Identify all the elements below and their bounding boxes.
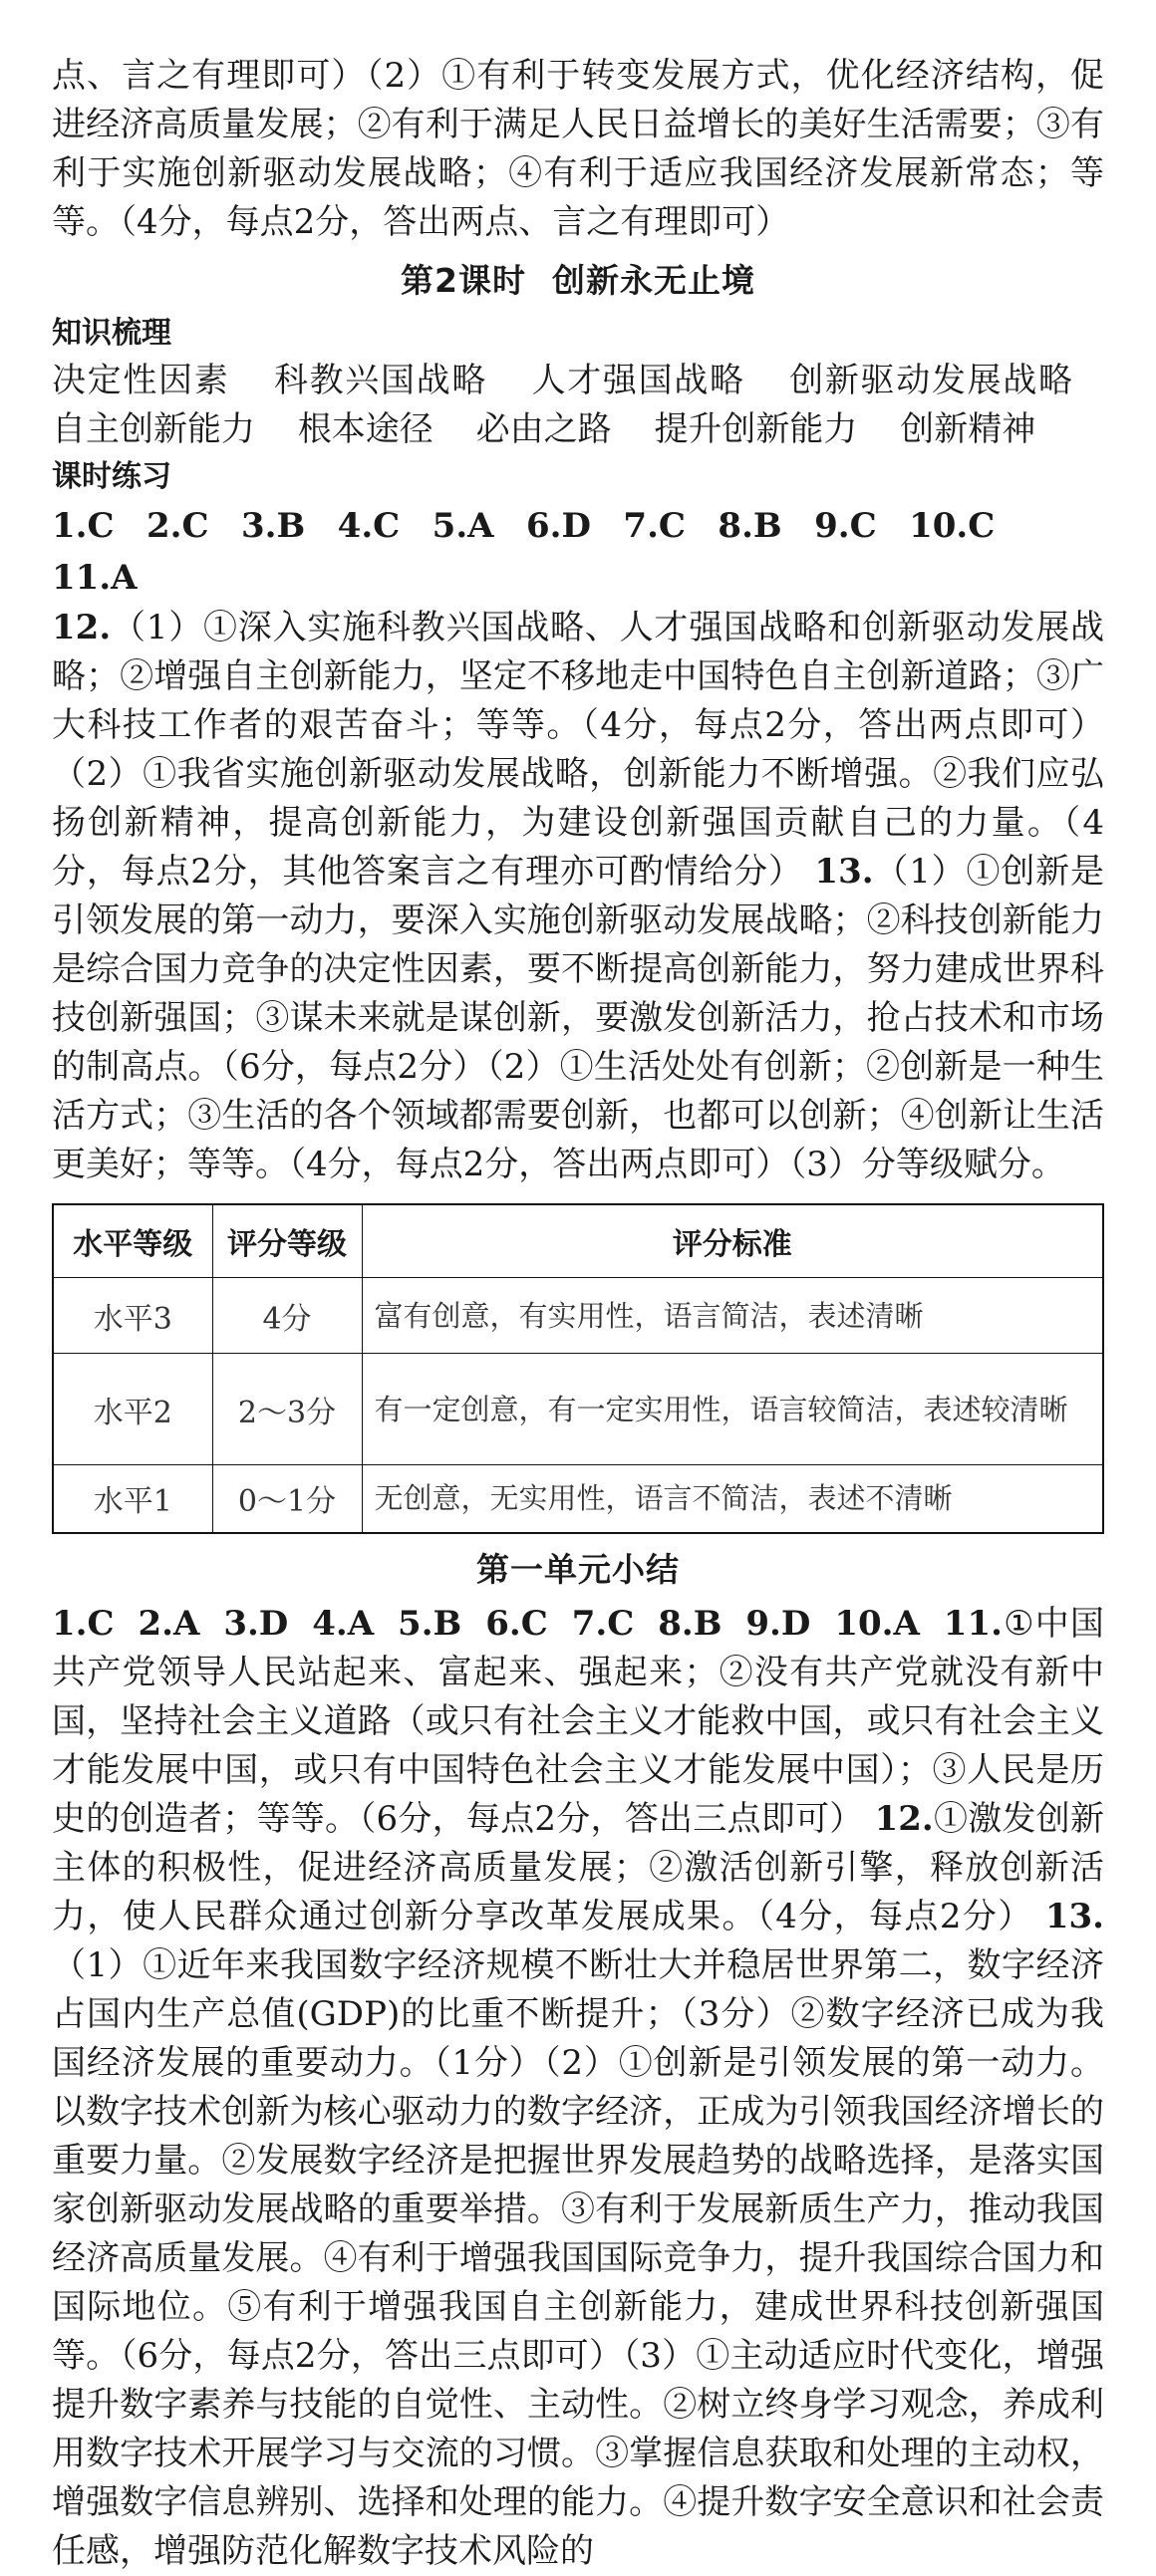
unit-summary-title: 第一单元小结	[476, 1549, 680, 1589]
lesson-title	[52, 255, 1104, 307]
criteria-cell: 富有创意，有实用性，语言简洁，表述清晰	[362, 1278, 1103, 1354]
unit-summary-answers	[52, 1600, 1104, 2576]
choice-answer: 9.C	[814, 506, 877, 546]
choice-answer: 10.C	[909, 506, 996, 546]
keyword-list	[52, 357, 1104, 454]
table-row	[53, 1465, 1103, 1533]
question-number: 11.	[943, 1603, 1003, 1644]
choice-answer: 8.B	[718, 506, 782, 546]
question-number: 12.	[874, 1798, 934, 1839]
keyword: 必由之路	[475, 409, 612, 449]
answer-text: （1）①近年来我国数字经济规模不断壮大并稳居世界第二，数字经济占国内生产总值(GDP)的比重不断提升；（3分）②数字经济已成为我国经济发展的重要动力。（1分）（2）①创新是引领发展的第一动力。以数字技术创新为核心驱动力的数字经济，正成为引领我国经济增长的重要力量。②发展数字经济是把握世界发展趋势的战略选择，是落实国家创新驱动发展战略的重要举措。③有利于发展新质生产力，推动我国经济高质量发展。④有利于增强我国国际竞争力，提升我国综合国力和国际地位。⑤有利于增强我国自主创新能力，建成世界科技创新强国等。（6分，每点2分，答出三点即可）（3）①主动适应时代变化，增强提升数字素养与技能的自觉性、主动性。②树立终身学习观念，养成利用数字技术开展学习与交流的习惯。③掌握信息获取和处理的主动权，增强数字信息辨别、选择和处理的能力。④提升数字安全意识和社会责任感，增强防范化解数字技术风险的	[52, 1944, 1104, 2571]
choice-answer: 1.C	[52, 1603, 115, 1644]
level-cell: 水平3	[53, 1278, 212, 1354]
choice-answer: 9.D	[745, 1603, 811, 1644]
level-cell: 水平1	[53, 1465, 212, 1533]
question-number: 13.	[814, 852, 874, 892]
answer-text: （1）①深入实施科教兴国战略、人才强国战略和创新驱动发展战略；②增强自主创新能力，坚定不移地走中国特色自主创新道路；③广大科技工作者的艰苦奋斗；等等。（4分，每点2分，答出两点即可）（2）①我省实施创新驱动发展战略，创新能力不断增强。②我们应弘扬创新精神，提高创新能力，为建设创新强国贡献自己的力量。（4分，每点2分，其他答案言之有理亦可酌情给分）	[52, 608, 1104, 892]
score-cell: 4分	[212, 1278, 362, 1354]
level-cell: 水平2	[53, 1354, 212, 1465]
keyword: 创新驱动发展战略	[789, 361, 1072, 400]
criteria-cell: 无创意，无实用性，语言不简洁，表述不清晰	[362, 1465, 1103, 1533]
choice-answer: 2.C	[146, 506, 209, 546]
answer-text: （1）①创新是引领发展的第一动力，要深入实施创新驱动发展战略；②科技创新能力是综合国力竞争的决定性因素，要不断提高创新能力，努力建成世界科技创新强国；③谋未来就是谋创新，要激发创新活力，抢占技术和市场的制高点。（6分，每点2分）（2）①生活处处有创新；②创新是一种生活方式；③生活的各个领域都需要创新，也都可以创新；④创新让生活更美好；等等。（4分，每点2分，答出两点即可）（3）分等级赋分。	[52, 852, 1104, 1184]
criteria-cell: 有一定创意，有一定实用性，语言较简洁，表述较清晰	[362, 1354, 1103, 1465]
choice-answer: 7.C	[571, 1603, 635, 1644]
lesson-title-sub: 创新永无止境	[551, 261, 755, 300]
table-header-row	[53, 1204, 1103, 1278]
answer-text: ①激发创新主体的积极性，促进经济高质量发展；②激活创新引擎，释放创新活力，使人民群众通过创新分享改革发展成果。（4分，每点2分）	[52, 1798, 1105, 1936]
choice-answer: 5.A	[432, 506, 494, 546]
keyword: 人才强国战略	[531, 361, 745, 400]
choice-answer: 11.A	[52, 558, 138, 598]
choice-answer: 6.D	[525, 506, 591, 546]
keyword: 自主创新能力	[52, 409, 255, 449]
choice-answer: 4.C	[337, 506, 401, 546]
table-row	[53, 1354, 1103, 1465]
choice-answer: 3.B	[241, 506, 306, 546]
choice-answer: 3.D	[223, 1603, 289, 1644]
keyword: 科教兴国战略	[273, 361, 488, 400]
table-header: 水平等级	[53, 1204, 212, 1278]
keyword: 根本途径	[297, 409, 434, 449]
choice-answer: 4.A	[312, 1603, 375, 1644]
score-cell: 2～3分	[212, 1354, 362, 1465]
table-header: 评分标准	[362, 1204, 1103, 1278]
keyword: 创新精神	[900, 409, 1036, 449]
choice-answer: 7.C	[623, 506, 686, 546]
practice-heading: 课时练习	[52, 459, 171, 494]
choice-answer: 6.C	[485, 1603, 548, 1644]
grading-table	[52, 1203, 1104, 1534]
choice-answer: 10.A	[834, 1603, 920, 1644]
table-row	[53, 1278, 1103, 1354]
table-header: 评分等级	[212, 1204, 362, 1278]
choice-answers	[52, 500, 1104, 604]
choice-answer: 8.B	[658, 1603, 722, 1644]
keyword: 决定性因素	[52, 361, 230, 400]
answer-text: ①中国共产党领导人民站起来、富起来、强起来；②没有共产党就没有新中国，坚持社会主义道路（或只有社会主义才能救中国，或只有社会主义才能发展中国，或只有中国特色社会主义才能发展中国）；③人民是历史的创造者；等等。（6分，每点2分，答出三点即可）	[52, 1603, 1104, 1839]
question-number: 13.	[1044, 1896, 1104, 1936]
score-cell: 0～1分	[212, 1465, 362, 1533]
choice-answer: 5.B	[398, 1603, 462, 1644]
knowledge-heading: 知识梳理	[52, 316, 171, 351]
question-number: 12.	[52, 608, 112, 647]
lesson-q12-13	[52, 604, 1104, 1189]
intro-paragraph: 点、言之有理即可）（2）①有利于转变发展方式，优化经济结构，促进经济高质量发展；②有利于满足人民日益增长的美好生活需要；③有利于实施创新驱动发展战略；④有利于适应我国经济发展新常态；等等。（4分，每点2分，答出两点、言之有理即可）	[52, 56, 1104, 242]
lesson-title-main: 第2课时	[401, 261, 526, 300]
choice-answer: 2.A	[138, 1603, 200, 1644]
choice-answer: 1.C	[52, 506, 115, 546]
keyword: 提升创新能力	[654, 409, 858, 449]
